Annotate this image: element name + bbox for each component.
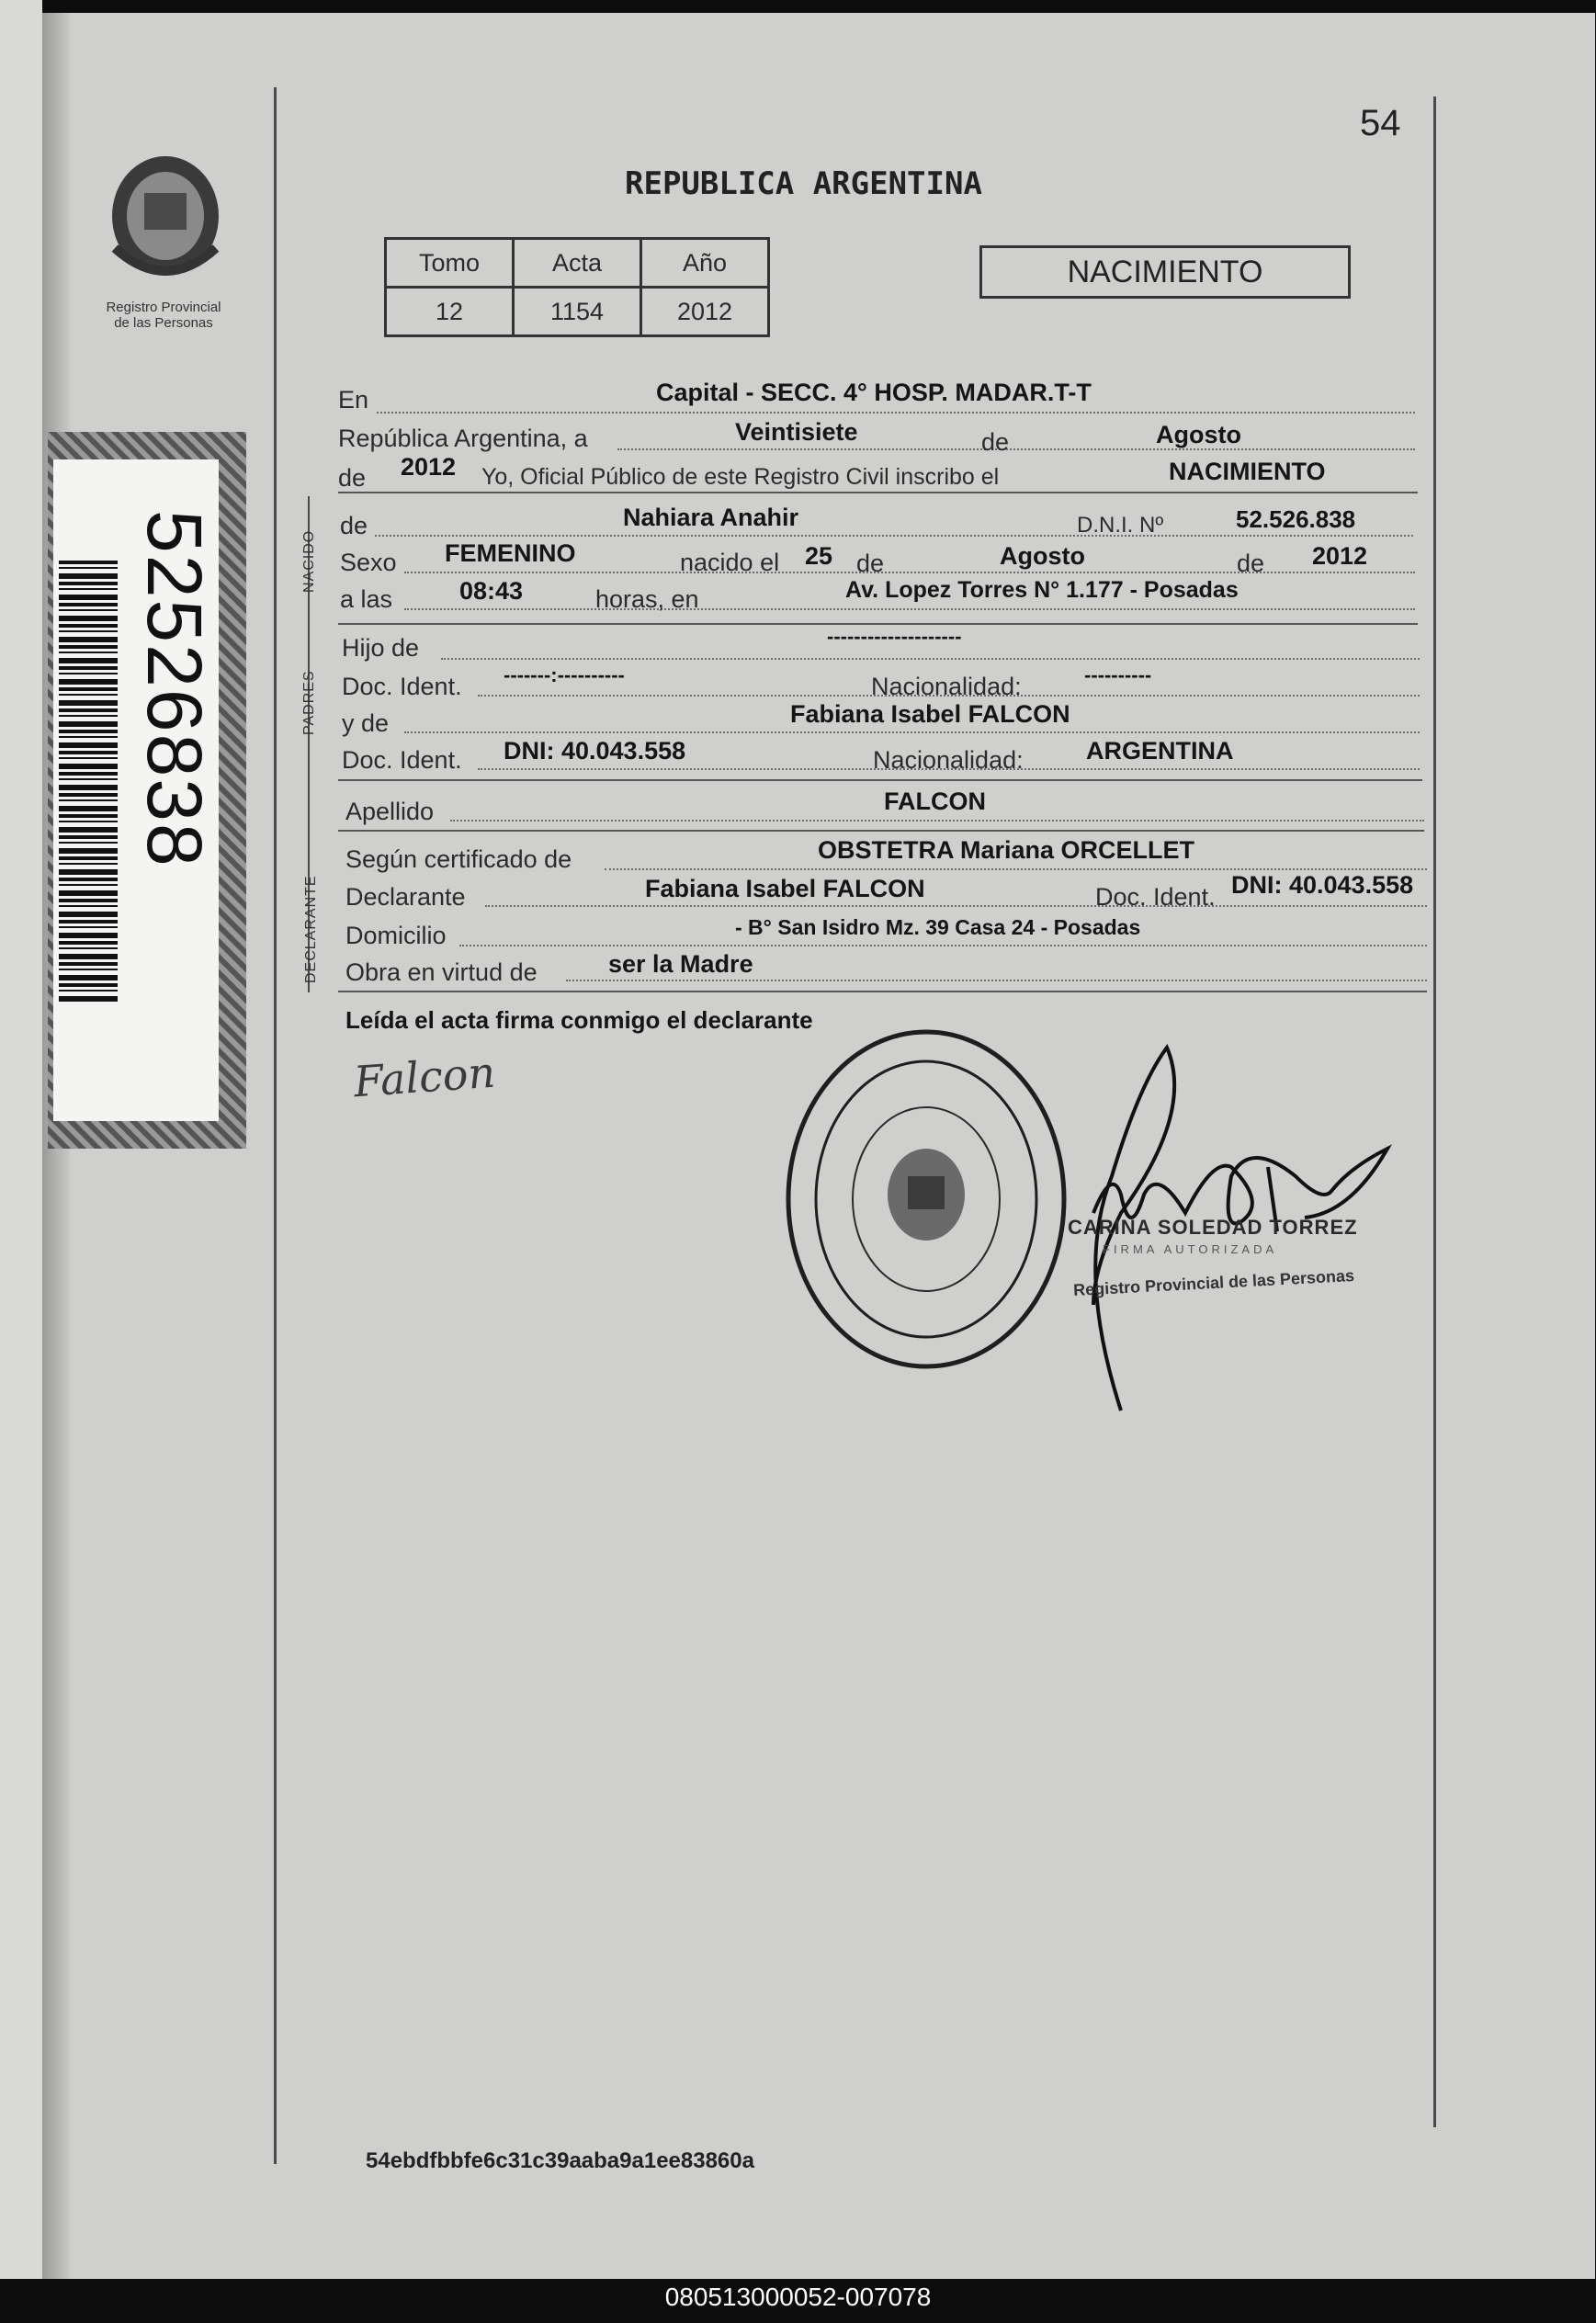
- rule-5: [338, 991, 1427, 992]
- provincial-seal: [87, 147, 243, 303]
- closing-statement: Leída el acta firma conmigo el declarante: [345, 1006, 813, 1034]
- dots-padre: [441, 658, 1420, 660]
- value-declarante-doc: DNI: 40.043.558: [1231, 871, 1414, 899]
- rule-3: [338, 779, 1422, 781]
- value-madre-nac: ARGENTINA: [1086, 737, 1234, 765]
- label-declarante: Declarante: [345, 883, 466, 911]
- record-table: [384, 237, 770, 337]
- rule-1: [338, 492, 1418, 493]
- acta-header: Acta: [514, 239, 641, 288]
- declarant-signature: Falcon: [352, 1047, 497, 1107]
- value-lugar: Capital - SECC. 4° HOSP. MADAR.T-T: [656, 379, 1092, 406]
- label-horas-en: horas, en: [595, 585, 699, 613]
- value-certificado: OBSTETRA Mariana ORCELLET: [818, 836, 1195, 864]
- provincial-seal-icon: [87, 147, 243, 303]
- label-domicilio: Domicilio: [345, 922, 447, 949]
- label-nacionalidad-madre: Nacionalidad:: [873, 746, 1024, 774]
- seal-caption-line1: Registro Provincial: [106, 300, 221, 315]
- label-yo-oficial: Yo, Oficial Público de este Registro Civil inscribo el: [481, 464, 1000, 490]
- dots-apellido: [450, 820, 1424, 822]
- value-lugar-nac: Av. Lopez Torres N° 1.177 - Posadas: [845, 577, 1239, 603]
- barcode-bars: [59, 561, 118, 1002]
- value-padre-doc: -------:----------: [504, 663, 625, 686]
- left-margin-line: [274, 87, 277, 2164]
- document-hash: 54ebdfbbfe6c31c39aaba9a1ee83860a: [366, 2148, 754, 2173]
- dots-nombre: [375, 535, 1413, 537]
- official-stamp: [779, 1020, 1073, 1378]
- section-padres: PADRES: [301, 670, 317, 735]
- label-de-mes-nac: de: [856, 550, 885, 577]
- dots-en: [377, 412, 1415, 414]
- value-declarante: Fabiana Isabel FALCON: [645, 875, 925, 902]
- label-de-anio-nac: de: [1237, 550, 1265, 577]
- value-obra: ser la Madre: [608, 950, 753, 978]
- label-republica: República Argentina, a: [338, 425, 588, 452]
- rule-4: [338, 830, 1424, 832]
- document-title: REPUBLICA ARGENTINA: [625, 165, 982, 202]
- footer-code: 080513000052-007078: [664, 2283, 932, 2311]
- dots-obra: [566, 980, 1427, 981]
- barcode-number: 52526838: [131, 510, 218, 868]
- record-table-value-row: [386, 288, 769, 336]
- dots-certificado: [605, 868, 1427, 870]
- section-declarante: DECLARANTE: [303, 875, 319, 983]
- value-mes-nac: Agosto: [1000, 542, 1085, 570]
- right-margin-line: [1433, 96, 1436, 2127]
- label-a-las: a las: [340, 585, 393, 613]
- value-anio: 2012: [401, 453, 457, 481]
- label-y-de: y de: [342, 709, 390, 737]
- value-padre-nac: ----------: [1084, 663, 1152, 686]
- label-en: En: [338, 386, 369, 414]
- record-type-box: NACIMIENTO: [979, 245, 1351, 299]
- seal-caption: [81, 300, 246, 331]
- label-dni: D.N.I. Nº: [1077, 513, 1164, 538]
- official-stamp-icon: [779, 1020, 1073, 1378]
- label-segun-cert: Según certificado de: [345, 845, 572, 873]
- label-de-nombre: de: [340, 512, 368, 539]
- value-acto: NACIMIENTO: [1169, 458, 1326, 485]
- value-padre: --------------------: [827, 625, 962, 648]
- value-nombre: Nahiara Anahir: [623, 504, 799, 531]
- label-sexo: Sexo: [340, 549, 397, 576]
- value-mes: Agosto: [1156, 421, 1241, 448]
- official-office: Registro Provincial de las Personas: [1072, 1266, 1355, 1299]
- label-obra: Obra en virtud de: [345, 958, 538, 986]
- dots-madre: [404, 731, 1420, 733]
- tomo-value: 12: [386, 288, 514, 336]
- label-apellido: Apellido: [345, 798, 435, 825]
- value-domicilio: - B° San Isidro Mz. 39 Casa 24 - Posadas: [735, 915, 1141, 939]
- label-nacionalidad-padre: Nacionalidad:: [871, 673, 1022, 700]
- label-de-anio: de: [338, 464, 367, 492]
- dots-hora: [404, 608, 1415, 610]
- label-hijo-de: Hijo de: [342, 634, 420, 662]
- value-apellido: FALCON: [884, 788, 986, 815]
- label-nacido-el: nacido el: [680, 549, 780, 576]
- seal-caption-line2: de las Personas: [114, 315, 213, 331]
- dots-domicilio: [459, 945, 1427, 946]
- value-dni: 52.526.838: [1236, 505, 1356, 533]
- official-role: FIRMA AUTORIZADA: [1103, 1242, 1278, 1256]
- anio-header: Año: [641, 239, 769, 288]
- value-dia-letras: Veintisiete: [735, 418, 858, 446]
- left-page-edge: [0, 0, 42, 2279]
- record-table-header-row: [386, 239, 769, 288]
- dots-fecha: [617, 448, 1415, 450]
- page-number: 54: [1360, 103, 1401, 143]
- anio-value: 2012: [641, 288, 769, 336]
- dots-declarante: [485, 905, 1427, 907]
- label-doc-ident-madre: Doc. Ident.: [342, 746, 462, 774]
- label-doc-ident-declarante: Doc. Ident.: [1095, 883, 1216, 911]
- value-hora: 08:43: [459, 577, 524, 605]
- value-dia: 25: [805, 542, 833, 570]
- value-madre: Fabiana Isabel FALCON: [790, 700, 1070, 728]
- acta-value: 1154: [514, 288, 641, 336]
- section-nacido: NACIDO: [301, 529, 317, 593]
- value-madre-doc: DNI: 40.043.558: [504, 737, 686, 765]
- label-de-mes: de: [981, 428, 1010, 456]
- official-name: CARINA SOLEDAD TORREZ: [1068, 1216, 1358, 1239]
- tomo-header: Tomo: [386, 239, 514, 288]
- value-anio-nac: 2012: [1312, 542, 1368, 570]
- value-sexo: FEMENINO: [445, 539, 576, 567]
- label-doc-ident-padre: Doc. Ident.: [342, 673, 462, 700]
